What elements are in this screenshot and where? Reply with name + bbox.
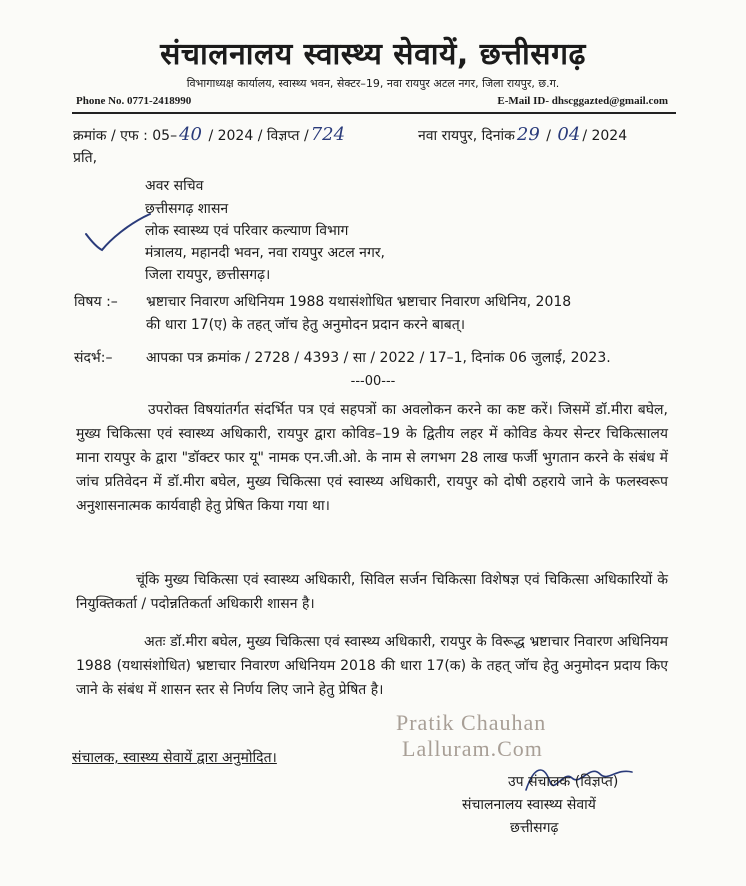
handwritten-file-no: 40 bbox=[179, 124, 202, 145]
signature-office: संचालनालय स्वास्थ्य सेवायें bbox=[462, 797, 596, 813]
to-label: प्रति, bbox=[73, 150, 98, 166]
handwritten-dispatch-no: 724 bbox=[310, 124, 346, 145]
addressee-line: जिला रायपुर, छत्तीसगढ़। bbox=[145, 267, 271, 283]
handwritten-tick-mark bbox=[84, 212, 154, 262]
addressee-line: छत्तीसगढ़ शासन bbox=[145, 201, 229, 217]
reference-date: नवा रायपुर, दिनांक 29 / 04 / 2024 bbox=[418, 124, 628, 145]
context-text: आपका पत्र क्रमांक / 2728 / 4393 / सा / 2022 / 17–1, दिनांक 06 जुलाई, 2023. bbox=[146, 350, 611, 366]
separator: ---00--- bbox=[350, 374, 396, 389]
reference-number bbox=[73, 124, 347, 145]
subject-label: विषय :– bbox=[74, 294, 118, 310]
addressee-line: लोक स्वास्थ्य एवं परिवार कल्याण विभाग bbox=[145, 223, 349, 239]
reference-mid: / 2024 / विज्ञप्त / bbox=[204, 128, 309, 144]
context-label: संदर्भ:– bbox=[74, 350, 113, 366]
place-date-prefix: नवा रायपुर, दिनांक bbox=[418, 128, 515, 144]
subject-line: भ्रष्टाचार निवारण अधिनियम 1988 यथासंशोधित भ्रष्टाचार निवारण अधिनिय, 2018 bbox=[146, 294, 572, 310]
signature-designation: उप संचालक (विज्ञप्त) bbox=[508, 774, 619, 790]
addressee-line: मंत्रालय, महानदी भवन, नवा रायपुर अटल नगर, bbox=[145, 245, 385, 261]
letterhead-rule bbox=[72, 112, 676, 114]
body-paragraph: चूंकि मुख्य चिकित्सा एवं स्वास्थ्य अधिकारी, सिविल सर्जन चिकित्सा विशेषज्ञ एवं चिकित्सा अधिकारियों के नियुक्तिकर्ता / पदोन्नतिकर्ता अधिकारी शासन है। bbox=[76, 572, 668, 612]
handwritten-day: 29 bbox=[516, 124, 540, 145]
approval-note: संचालक, स्वास्थ्य सेवायें द्वारा अनुमोदित। bbox=[72, 750, 277, 766]
body-paragraph: अतः डॉ.मीरा बघेल, मुख्य चिकित्सा एवं स्वास्थ्य अधिकारी, रायपुर के विरूद्ध भ्रष्टाचार निवारण अधिनियम 1988 (यथासंशोधित) भ्रष्टाचार निवारण अधिनियम 2018 की धारा 17(क) के तहत् जॉच हेतु अनुमोदन प्रदाय किए जाने के संबंध में शासन स्तर से निर्णय लिए जाने हेतु प्रेषित है। bbox=[76, 634, 668, 698]
watermark-line: Lalluram.Com bbox=[402, 736, 543, 761]
body-paragraph: उपरोक्त विषयांतर्गत संदर्भित पत्र एवं सहपत्रों का अवलोकन करने का कष्ट करें। जिसमें डॉ.मीरा बघेल, मुख्य चिकित्सा एवं स्वास्थ्य अधिकारी, रायपुर द्वारा कोविड–19 के द्वितीय लहर में कोविड केयर सेन्टर चिकित्सालय माना रायपुर के द्वारा "डॉक्टर फार यू" नामक एन.जी.ओ. के नाम से लगभग 28 लाख फर्जी भुगतान करने के संबंध में जांच प्रतिवेदन में डॉ.मीरा बघेल, मुख्य चिकित्सा एवं स्वास्थ्य अधिकारी, रायपुर को दोषी ठहराये जाने के फलस्वरूप अनुशासनात्मक कार्यवाही हेतु प्रेषित किया गया था। bbox=[76, 402, 668, 514]
watermark-line: Pratik Chauhan bbox=[396, 710, 547, 735]
signature-state: छत्तीसगढ़ bbox=[510, 820, 559, 836]
reference-prefix: क्रमांक / एफ : 05– bbox=[73, 128, 178, 144]
letterhead-title: संचालनालय स्वास्थ्य सेवायें, छत्तीसगढ़ bbox=[160, 37, 586, 72]
reference-year: / 2024 bbox=[582, 128, 628, 144]
addressee-line: अवर सचिव bbox=[145, 178, 204, 194]
handwritten-month: 04 bbox=[557, 124, 581, 145]
letterhead-email: E-Mail ID- dhscggazted@gmail.com bbox=[497, 95, 668, 107]
letterhead-phone: Phone No. 0771-2418990 bbox=[76, 95, 192, 107]
subject-line: की धारा 17(ए) के तहत् जॉच हेतु अनुमोदन प्रदान करने बाबत्। bbox=[146, 317, 466, 333]
letterhead-address: विभागाध्यक्ष कार्यालय, स्वास्थ्य भवन, सेक्टर–19, नवा रायपुर अटल नगर, जिला रायपुर, छ.ग. bbox=[186, 77, 560, 90]
